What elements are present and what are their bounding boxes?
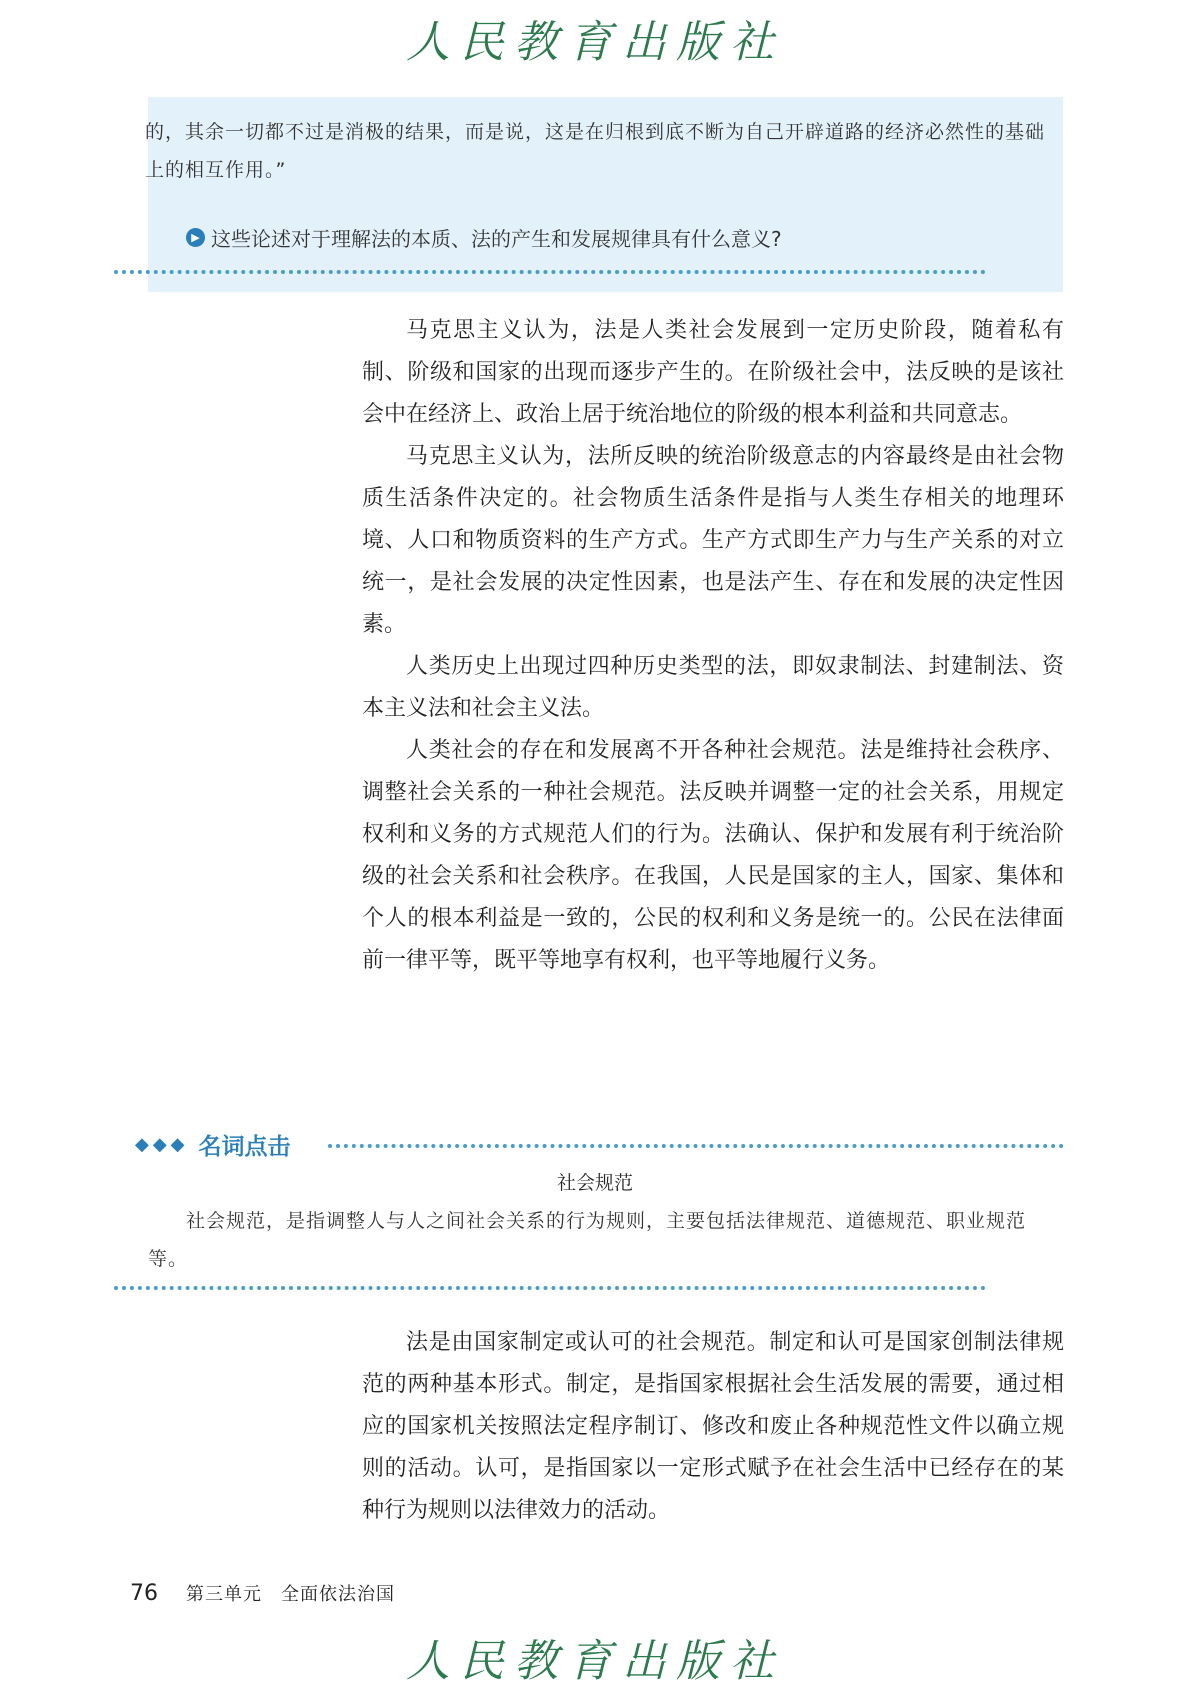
quote-text: 的，其余一切都不过是消极的结果，而是说，这是在归根到底不断为自己开辟道路的经济必然性的基础上的相互作用。” [145,121,1046,181]
publisher-logo-bottom: 人民教育出版社 [406,1636,784,1687]
term-box-header [135,1128,291,1161]
page-footer [130,1580,395,1606]
paragraph: 法是由国家制定或认可的社会规范。制定和认可是国家创制法律规范的两种基本形式。制定，是指国家根据社会生活发展的需要，通过相应的国家机关按照法定程序制订、修改和废止各种规范性文件以确立规则的活动。认可，是指国家以一定形式赋予在社会生活中已经存在的某种行为规则以法律效力的活动。 [362,1330,1064,1523]
dotted-divider [114,1286,986,1290]
diamond-marker-icon: ◆◆◆ [135,1134,189,1155]
term-definition: 社会规范，是指调整人与人之间社会关系的行为规则，主要包括法律规范、道德规范、职业规范等。 [148,1210,1027,1270]
publisher-logo-top: 人民教育出版社 [406,17,784,68]
dotted-divider [328,1144,1064,1148]
closing-body [362,1322,1064,1532]
paragraph: 人类历史上出现过四种历史类型的法，即奴隶制法、封建制法、资本主义法和社会主义法。 [362,654,1064,721]
footer-section: 第三单元 全面依法治国 [186,1584,395,1605]
term-name: 社会规范 [556,1172,633,1194]
paragraph: 马克思主义认为，法所反映的统治阶级意志的内容最终是由社会物质生活条件决定的。社会物质生活条件是指与人类生存相关的地理环境、人口和物质资料的生产方式。生产方式即生产力与生产关系的对立统一，是社会发展的决定性因素，也是法产生、存在和发展的决定性因素。 [362,444,1064,637]
question-text: 这些论述对于理解法的本质、法的产生和发展规律具有什么意义? [211,227,782,251]
discussion-question [186,223,782,252]
main-body [362,310,1064,982]
dotted-divider [114,270,986,274]
term-box-title: 名词点击 [198,1134,291,1160]
play-arrow-icon: ▶ [186,228,205,247]
paragraph: 马克思主义认为，法是人类社会发展到一定历史阶段，随着私有制、阶级和国家的出现而逐步产生的。在阶级社会中，法反映的是该社会中在经济上、政治上居于统治地位的阶级的根本利益和共同意志。 [362,318,1064,427]
paragraph: 人类社会的存在和发展离不开各种社会规范。法是维持社会秩序、调整社会关系的一种社会规范。法反映并调整一定的社会关系，用规定权利和义务的方式规范人们的行为。法确认、保护和发展有利于统治阶级的社会关系和社会秩序。在我国，人民是国家的主人，国家、集体和个人的根本利益是一致的，公民的权利和义务是统一的。公民在法律面前一律平等，既平等地享有权利，也平等地履行义务。 [362,738,1064,973]
page-number: 76 [130,1581,158,1606]
